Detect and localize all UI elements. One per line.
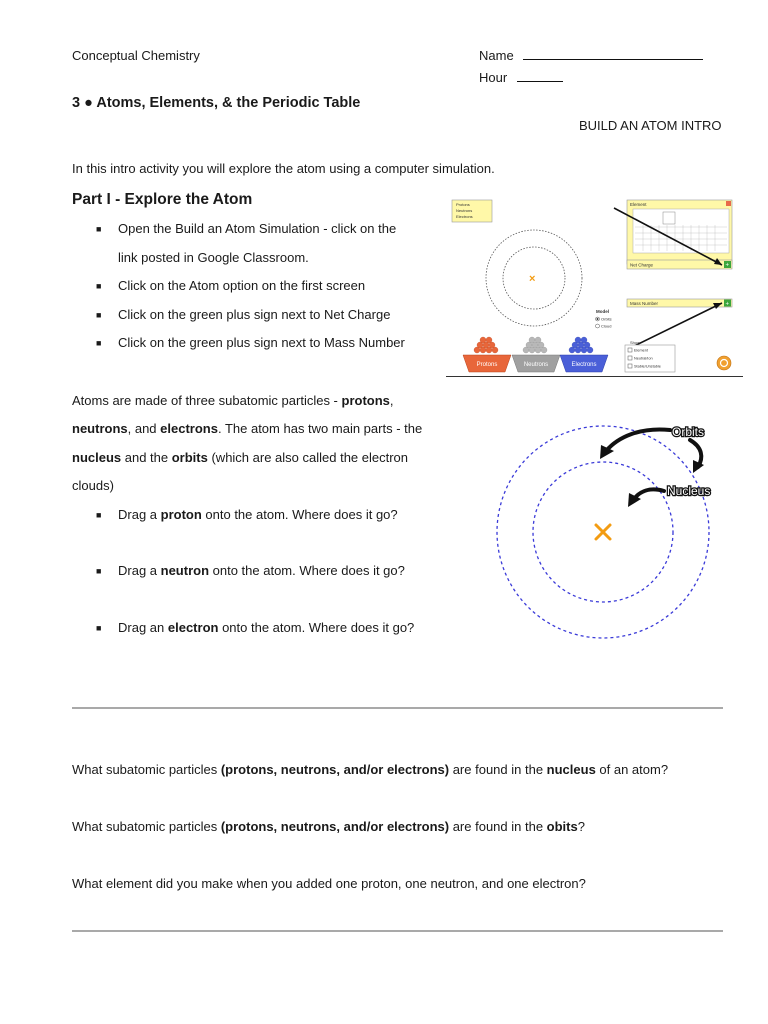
- panel-close-icon[interactable]: [726, 201, 731, 206]
- show-option-neutral: Neutral/Ion: [634, 356, 653, 361]
- bullet-icon: ■: [96, 281, 102, 291]
- name-field-row: [479, 47, 703, 65]
- bullet-icon: ■: [96, 338, 102, 348]
- text-span: Drag a: [118, 563, 161, 578]
- term-neutron: neutron: [160, 563, 210, 578]
- text-span: are found in the: [449, 762, 547, 777]
- step-item: Click on the green plus sign next to Mass Number: [118, 335, 405, 350]
- show-stable-checkbox[interactable]: [628, 364, 632, 368]
- mass-number-label: Mass Number: [630, 301, 659, 306]
- element-panel-label: Element: [630, 202, 647, 207]
- atom-diagram: [490, 415, 720, 647]
- show-option-stable: Stable/Unstable: [634, 364, 661, 369]
- nucleus-x-icon: ×: [529, 273, 536, 285]
- svg-text:+: +: [725, 301, 730, 308]
- nucleus-arrow: [634, 489, 664, 499]
- hour-field-row: [479, 69, 563, 87]
- orbits-label: Orbits: [672, 425, 705, 439]
- show-neutral-checkbox[interactable]: [628, 356, 632, 360]
- nucleus-x-icon: [596, 525, 610, 539]
- show-option-element: Element: [634, 348, 648, 353]
- electron-bucket[interactable]: [560, 337, 608, 372]
- model-option-orbits: Orbits: [601, 316, 612, 322]
- text-span: of an atom?: [595, 762, 669, 777]
- text-span: What subatomic particles: [72, 819, 221, 834]
- question-term: obits: [546, 819, 578, 834]
- drag-item-electron: [118, 619, 414, 637]
- text-span: . The atom has two main parts - the: [217, 421, 423, 436]
- course-name: Conceptual Chemistry: [72, 48, 200, 63]
- bullet-icon: ■: [96, 566, 102, 576]
- part1-heading: Part I - Explore the Atom: [72, 191, 253, 208]
- question-2: [72, 818, 585, 836]
- bullet-icon: ■: [96, 310, 102, 320]
- simulation-graphic: [446, 195, 742, 377]
- simulation-screenshot: [446, 195, 742, 377]
- hour-label: Hour: [479, 70, 508, 85]
- step-item: Click on the Atom option on the first screen: [118, 278, 366, 293]
- legend-protons: Protons: [456, 202, 470, 207]
- body-paragraph-line4: clouds): [72, 478, 114, 493]
- legend-neutrons: Neutrons: [456, 208, 473, 213]
- body-paragraph-line2: [72, 420, 422, 438]
- step-item-continued: link posted in Google Classroom.: [118, 250, 309, 265]
- question-emphasis: (protons, neutrons, and/or electrons): [220, 819, 450, 834]
- page-title: 3 ● Atoms, Elements, & the Periodic Table: [72, 95, 361, 111]
- periodic-table-mini: [633, 209, 729, 253]
- legend-electrons: Electrons: [456, 214, 473, 219]
- arrow-to-mass-number: [626, 303, 722, 350]
- question-1: [72, 761, 668, 779]
- step-item: Click on the green plus sign next to Net Charge: [118, 307, 391, 322]
- divider-rule: [72, 930, 723, 932]
- name-input-line[interactable]: [523, 59, 703, 60]
- model-label: Model: [596, 309, 609, 314]
- text-span: onto the atom. Where does it go?: [209, 563, 405, 578]
- text-span: are found in the: [449, 819, 547, 834]
- text-span: onto the atom. Where does it go?: [218, 620, 415, 635]
- bullet-icon: ■: [96, 510, 102, 520]
- model-radio-cloud[interactable]: [596, 324, 600, 328]
- name-label: Name: [479, 48, 514, 63]
- show-element-checkbox[interactable]: [628, 348, 632, 352]
- text-span: (which are also called the electron: [207, 450, 409, 465]
- hour-input-line[interactable]: [517, 81, 563, 82]
- show-label: Show: [630, 340, 641, 345]
- text-span: , and: [127, 421, 161, 436]
- text-span: Atoms are made of three subatomic particles -: [72, 393, 342, 408]
- text-span: onto the atom. Where does it go?: [201, 507, 398, 522]
- drag-item-proton: [118, 506, 398, 524]
- bullet-icon: ■: [96, 623, 102, 633]
- body-paragraph-line1: [72, 392, 394, 410]
- page-subtitle: BUILD AN ATOM INTRO: [579, 118, 722, 133]
- question-term: nucleus: [546, 762, 596, 777]
- text-span: Drag an: [118, 620, 168, 635]
- term-electron: electron: [167, 620, 219, 635]
- proton-bucket[interactable]: [463, 337, 511, 372]
- text-span: ,: [389, 393, 394, 408]
- step-item: Open the Build an Atom Simulation - click on the: [118, 221, 397, 236]
- text-span: What subatomic particles: [72, 762, 221, 777]
- term-orbits: orbits: [171, 450, 208, 465]
- term-proton: proton: [160, 507, 202, 522]
- term-neutrons: neutrons: [72, 421, 128, 436]
- model-option-cloud: Cloud: [601, 323, 612, 329]
- neutron-bucket-label: Neutrons: [523, 362, 549, 368]
- question-emphasis: (protons, neutrons, and/or electrons): [220, 762, 450, 777]
- term-nucleus: nucleus: [72, 450, 122, 465]
- term-electrons: electrons: [160, 421, 218, 436]
- svg-text:+: +: [725, 262, 730, 269]
- neutron-bucket[interactable]: [512, 337, 560, 372]
- intro-text: In this intro activity you will explore the atom using a computer simulation.: [72, 161, 495, 176]
- text-span: and the: [121, 450, 172, 465]
- nucleus-label: Nucleus: [667, 484, 711, 498]
- body-paragraph-line3: [72, 449, 408, 467]
- term-protons: protons: [341, 393, 390, 408]
- divider-rule: [72, 707, 723, 709]
- proton-bucket-label: Protons: [476, 362, 498, 368]
- text-span: ?: [577, 819, 585, 834]
- text-span: Drag a: [118, 507, 161, 522]
- orbits-arrow: [606, 429, 670, 451]
- reset-icon[interactable]: [717, 356, 731, 370]
- simulation-divider: [446, 376, 743, 377]
- bullet-icon: ■: [96, 224, 102, 234]
- net-charge-label: Net Charge: [630, 262, 654, 268]
- drag-item-neutron: [118, 562, 405, 580]
- electron-bucket-label: Electrons: [571, 362, 597, 368]
- question-3: What element did you make when you added one proton, one neutron, and one electron?: [72, 876, 586, 891]
